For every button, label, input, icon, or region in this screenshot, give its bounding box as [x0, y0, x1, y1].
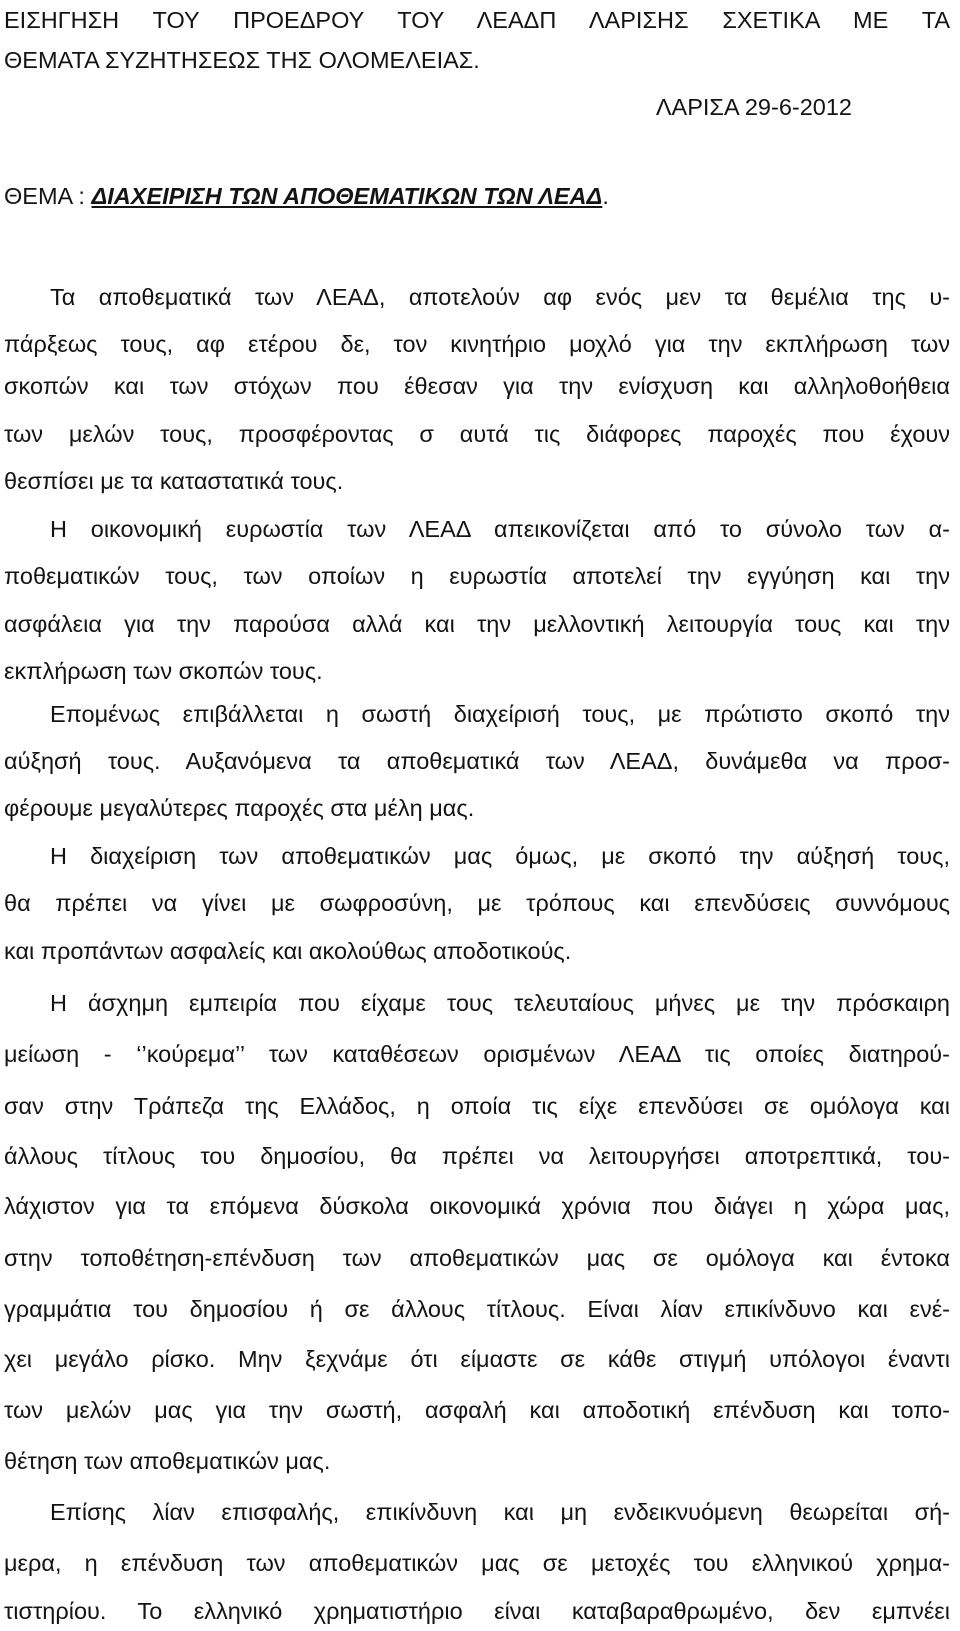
body-line-26: Επίσης λίαν επισφαλής, επικίνδυνη και μη ενδεικνυόμενη θεωρείται σή-: [50, 1499, 950, 1525]
body-line-12: φέρουμε μεγαλύτερες παροχές στα μέλη μας.: [4, 795, 475, 821]
body-line-24: των μελών μας για την σωστή, ασφαλή και αποδοτική επένδυση και τοπο-: [4, 1397, 950, 1423]
body-line-15: και προπάντων ασφαλείς και ακολούθως αποδοτικούς.: [4, 938, 572, 964]
place-date: ΛΑΡΙΣΑ 29-6-2012: [655, 94, 852, 120]
body-line-3: σκοπών και των στόχων που έθεσαν για την ενίσχυση και αλληλοθοήθεια: [4, 373, 950, 399]
body-line-4: των μελών τους, προσφέροντας σ αυτά τις διάφορες παροχές που έχουν: [4, 421, 950, 447]
body-line-5: θεσπίσει με τα καταστατικά τους.: [4, 468, 344, 494]
body-line-13: Η διαχείριση των αποθεματικών μας όμως, με σκοπό την αύξησή τους,: [50, 843, 950, 869]
subject-value: ΔΙΑΧΕΙΡΙΣΗ ΤΩΝ ΑΠΟΘΕΜΑΤΙΚΩΝ ΤΩΝ ΛΕΑΔ: [91, 183, 603, 209]
body-line-17: μείωση - ‘’κούρεμα’’ των καταθέσεων ορισμένων ΛΕΑΔ τις οποίες διατηρού-: [4, 1041, 950, 1067]
body-line-20: λάχιστον για τα επόμενα δύσκολα οικονομικά χρόνια που διάγει η χώρα μας,: [4, 1193, 950, 1219]
document-title-line-1: ΕΙΣΗΓΗΣΗ ΤΟΥ ΠΡΟΕΔΡΟΥ ΤΟΥ ΛΕΑΔΠ ΛΑΡΙΣΗΣ ΣΧΕΤΙΚΑ ΜΕ ΤΑ: [4, 7, 950, 33]
body-line-14: θα πρέπει να γίνει με σωφροσύνη, με τρόπους και επενδύσεις συννόμους: [4, 890, 950, 916]
subject-line: [4, 176, 950, 216]
body-line-22: γραμμάτια του δημοσίου ή σε άλλους τίτλους. Είναι λίαν επικίνδυνο και ενέ-: [4, 1296, 950, 1322]
body-line-23: χει μεγάλο ρίσκο. Μην ξεχνάμε ότι είμαστε σε κάθε στιγμή υπόλογοι έναντι: [4, 1346, 950, 1372]
body-line-21: στην τοποθέτηση-επένδυση των αποθεματικών μας σε ομόλογα και έντοκα: [4, 1245, 950, 1271]
body-line-11: αύξησή τους. Αυξανόμενα τα αποθεματικά των ΛΕΑΔ, δυνάμεθα να προσ-: [4, 748, 950, 774]
body-line-25: θέτηση των αποθεματικών μας.: [4, 1448, 331, 1474]
body-line-9: εκπλήρωση των σκοπών τους.: [4, 658, 323, 684]
body-line-16: Η άσχημη εμπειρία που είχαμε τους τελευταίους μήνες με την πρόσκαιρη: [50, 990, 950, 1016]
body-line-28: τιστηρίου. Το ελληνικό χρηματιστήριο είναι καταβαραθρωμένο, δεν εμπνέει: [4, 1598, 950, 1624]
body-line-19: άλλους τίτλους του δημοσίου, θα πρέπει να λειτουργήσει αποτρεπτικά, του-: [4, 1143, 950, 1169]
body-line-7: ποθεματικών τους, των οποίων η ευρωστία αποτελεί την εγγύηση και την: [4, 563, 950, 589]
subject-label: ΘΕΜΑ :: [4, 183, 92, 209]
body-line-2: πάρξεως τους, αφ ετέρου δε, τον κινητήριο μοχλό για την εκπλήρωση των: [4, 331, 950, 357]
body-line-18: σαν στην Τράπεζα της Ελλάδος, η οποία τις είχε επενδύσει σε ομόλογα και: [4, 1093, 950, 1119]
subject-end: .: [602, 183, 609, 209]
body-line-1: Τα αποθεματικά των ΛΕΑΔ, αποτελούν αφ ενός μεν τα θεμέλια της υ-: [50, 284, 950, 310]
body-line-27: μερα, η επένδυση των αποθεματικών μας σε μετοχές του ελληνικού χρημα-: [4, 1550, 950, 1576]
body-line-6: Η οικονομική ευρωστία των ΛΕΑΔ απεικονίζεται από το σύνολο των α-: [50, 516, 950, 542]
body-line-10: Επομένως επιβάλλεται η σωστή διαχείρισή τους, με πρώτιστο σκοπό την: [50, 701, 950, 727]
document-title-line-2: ΘΕΜΑΤΑ ΣΥΖΗΤΗΣΕΩΣ ΤΗΣ ΟΛΟΜΕΛΕΙΑΣ.: [4, 47, 480, 73]
body-line-8: ασφάλεια για την παρούσα αλλά και την μελλοντική λειτουργία τους και την: [4, 611, 950, 637]
